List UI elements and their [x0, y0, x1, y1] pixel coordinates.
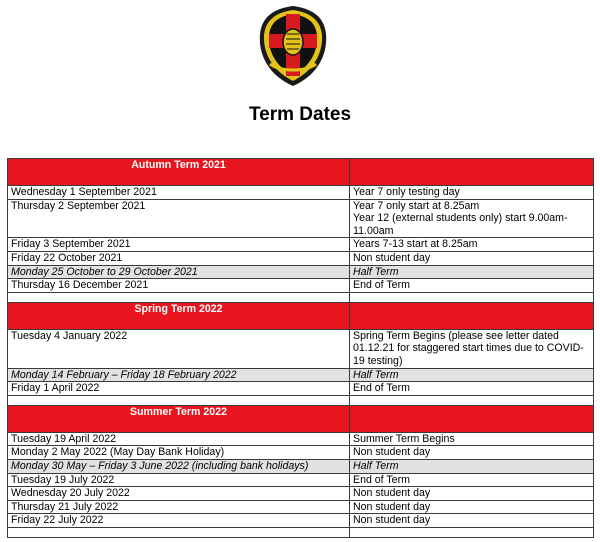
- date-cell: Thursday 2 September 2021: [8, 199, 350, 238]
- date-cell: Monday 2 May 2022 (May Day Bank Holiday): [8, 446, 350, 460]
- school-crest-icon: [256, 4, 330, 88]
- table-row: [8, 514, 594, 528]
- date-cell: Monday 30 May – Friday 3 June 2022 (including bank holidays): [8, 459, 350, 473]
- date-cell: Friday 22 July 2022: [8, 514, 350, 528]
- date-cell: Tuesday 19 April 2022: [8, 432, 350, 446]
- table-row: [8, 251, 594, 265]
- page-title: Term Dates: [248, 104, 352, 125]
- term-header-blank: [350, 302, 594, 329]
- table-row: [8, 186, 594, 200]
- table-row: [8, 279, 594, 293]
- spacer-row: [8, 292, 594, 302]
- table-row: [8, 329, 594, 368]
- spacer-cell: [350, 527, 594, 537]
- event-cell: End of Term: [350, 382, 594, 396]
- date-cell: Tuesday 4 January 2022: [8, 329, 350, 368]
- event-cell: Spring Term Begins (please see letter dated 01.12.21 for staggered start times due to COVID-19 testing): [350, 329, 594, 368]
- date-cell: Wednesday 1 September 2021: [8, 186, 350, 200]
- date-cell: Monday 25 October to 29 October 2021: [8, 265, 350, 279]
- event-cell: Year 7 only start at 8.25am Year 12 (external students only) start 9.00am-11.00am: [350, 199, 594, 238]
- event-cell: Non student day: [350, 514, 594, 528]
- term-header-row: [8, 159, 594, 186]
- event-cell: Half Term: [350, 265, 594, 279]
- date-cell: Tuesday 19 July 2022: [8, 473, 350, 487]
- event-cell: End of Term: [350, 279, 594, 293]
- table-row: [8, 238, 594, 252]
- event-cell: Half Term: [350, 459, 594, 473]
- term-header-row: [8, 405, 594, 432]
- event-cell: Non student day: [350, 487, 594, 501]
- event-cell: Half Term: [350, 368, 594, 382]
- date-cell: Monday 14 February – Friday 18 February 2022: [8, 368, 350, 382]
- term-header-row: [8, 302, 594, 329]
- date-cell: Friday 1 April 2022: [8, 382, 350, 396]
- table-row: [8, 199, 594, 238]
- spacer-cell: [350, 292, 594, 302]
- spacer-cell: [8, 292, 350, 302]
- table-row: [8, 432, 594, 446]
- table-row: [8, 446, 594, 460]
- half-term-row: [8, 459, 594, 473]
- event-cell: Year 7 only testing day: [350, 186, 594, 200]
- term-header-blank: [350, 405, 594, 432]
- event-cell: End of Term: [350, 473, 594, 487]
- spacer-cell: [8, 527, 350, 537]
- spacer-cell: [8, 395, 350, 405]
- term-name: Summer Term 2022: [8, 405, 350, 432]
- event-cell: Non student day: [350, 251, 594, 265]
- term-dates-table: [7, 158, 594, 538]
- date-cell: Wednesday 20 July 2022: [8, 487, 350, 501]
- term-name: Spring Term 2022: [8, 302, 350, 329]
- date-cell: Thursday 21 July 2022: [8, 500, 350, 514]
- half-term-row: [8, 368, 594, 382]
- event-cell: Non student day: [350, 500, 594, 514]
- table-row: [8, 382, 594, 396]
- table-row: [8, 500, 594, 514]
- spacer-cell: [350, 395, 594, 405]
- event-cell: Years 7-13 start at 8.25am: [350, 238, 594, 252]
- date-cell: Friday 22 October 2021: [8, 251, 350, 265]
- table-row: [8, 473, 594, 487]
- half-term-row: [8, 265, 594, 279]
- term-header-blank: [350, 159, 594, 186]
- date-cell: Thursday 16 December 2021: [8, 279, 350, 293]
- table-row: [8, 487, 594, 501]
- term-name: Autumn Term 2021: [8, 159, 350, 186]
- date-cell: Friday 3 September 2021: [8, 238, 350, 252]
- event-cell: Summer Term Begins: [350, 432, 594, 446]
- event-cell: Non student day: [350, 446, 594, 460]
- spacer-row: [8, 395, 594, 405]
- spacer-row: [8, 527, 594, 537]
